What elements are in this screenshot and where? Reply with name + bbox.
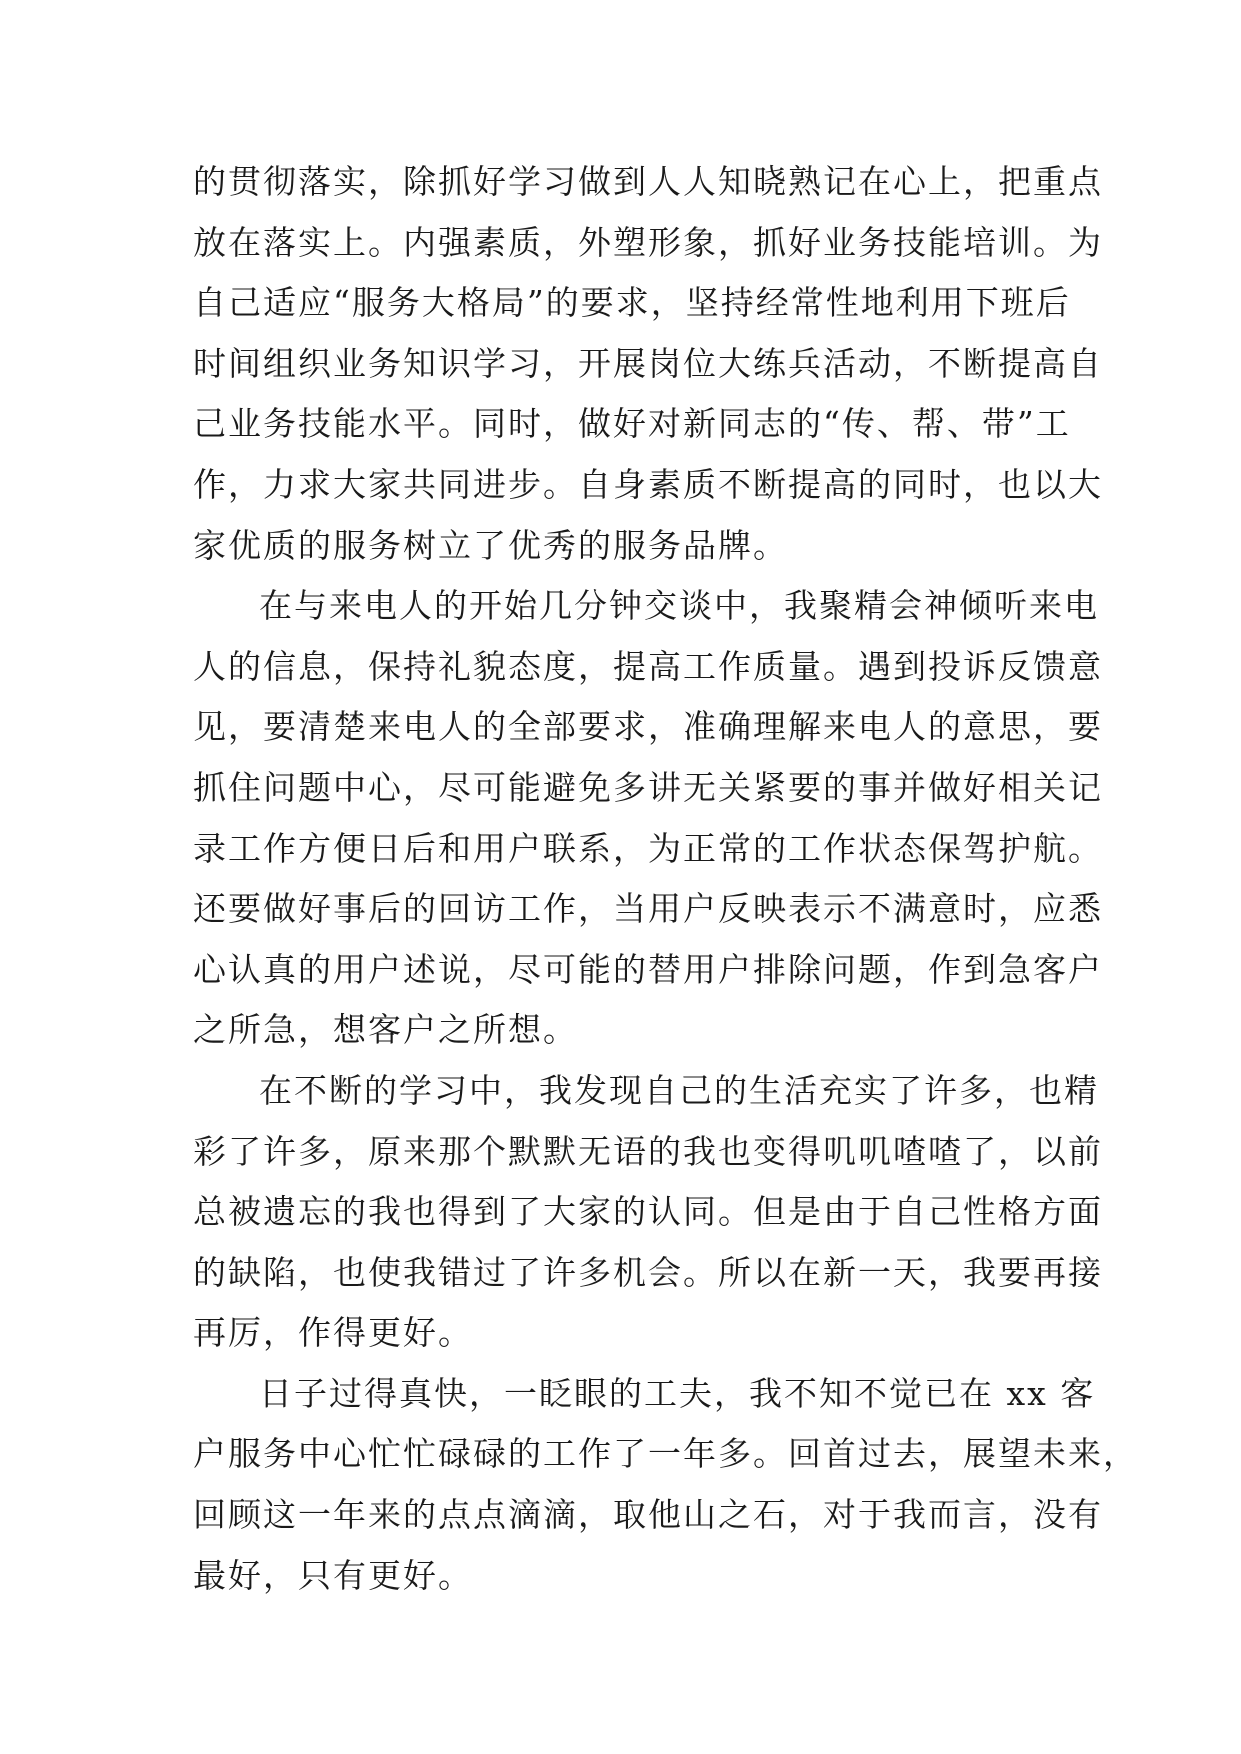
text-line: 最好，只有更好。 bbox=[193, 1555, 473, 1595]
text-line: 见，要清楚来电人的全部要求，准确理解来电人的意思，要 bbox=[193, 707, 1103, 747]
paragraph-1 bbox=[193, 152, 1103, 576]
text-line: 在不断的学习中，我发现自己的生活充实了许多，也精 bbox=[259, 1070, 1099, 1110]
text-line: 彩了许多，原来那个默默无语的我也变得叽叽喳喳了，以前 bbox=[193, 1131, 1103, 1171]
paragraph-2 bbox=[193, 576, 1103, 1061]
text-line: 在与来电人的开始几分钟交谈中，我聚精会神倾听来电 bbox=[259, 586, 1099, 626]
text-line: 心认真的用户述说，尽可能的替用户排除问题，作到急客户 bbox=[193, 949, 1103, 989]
text-line: 放在落实上。内强素质，外塑形象，抓好业务技能培训。为 bbox=[193, 222, 1103, 262]
paragraph-3 bbox=[193, 1061, 1103, 1364]
text-line: 的缺陷，也使我错过了许多机会。所以在新一天，我要再接 bbox=[193, 1252, 1103, 1292]
text-line: 还要做好事后的回访工作，当用户反映表示不满意时，应悉 bbox=[193, 889, 1103, 929]
text-line: 总被遗忘的我也得到了大家的认同。但是由于自己性格方面 bbox=[193, 1192, 1103, 1232]
text-line: 时间组织业务知识学习，开展岗位大练兵活动，不断提高自 bbox=[193, 343, 1103, 383]
document-body bbox=[193, 152, 1138, 1606]
text-line: 自己适应“服务大格局”的要求，坚持经常性地利用下班后 bbox=[193, 283, 1071, 323]
text-line: 的贯彻落实，除抓好学习做到人人知晓熟记在心上，把重点 bbox=[193, 162, 1103, 201]
text-line: 作，力求大家共同进步。自身素质不断提高的同时，也以大 bbox=[193, 464, 1103, 504]
text-line: 家优质的服务树立了优秀的服务品牌。 bbox=[193, 525, 788, 565]
text-line: 回顾这一年来的点点滴滴，取他山之石，对于我而言，没有 bbox=[193, 1495, 1103, 1535]
text-line: 人的信息，保持礼貌态度，提高工作质量。遇到投诉反馈意 bbox=[193, 646, 1103, 686]
text-line: 己业务技能水平。同时，做好对新同志的“传、帮、带”工 bbox=[193, 404, 1071, 444]
text-line: 抓住问题中心，尽可能避免多讲无关紧要的事并做好相关记 bbox=[193, 767, 1103, 807]
text-line: 录工作方便日后和用户联系，为正常的工作状态保驾护航。 bbox=[193, 828, 1103, 868]
text-line: 日子过得真快，一眨眼的工夫，我不知不觉已在 xx 客 bbox=[259, 1373, 1096, 1413]
text-line: 之所急，想客户之所想。 bbox=[193, 1010, 578, 1050]
text-line: 再厉，作得更好。 bbox=[193, 1313, 473, 1353]
text-line: 户服务中心忙忙碌碌的工作了一年多。回首过去，展望未来， bbox=[193, 1434, 1138, 1474]
paragraph-4 bbox=[193, 1364, 1138, 1606]
